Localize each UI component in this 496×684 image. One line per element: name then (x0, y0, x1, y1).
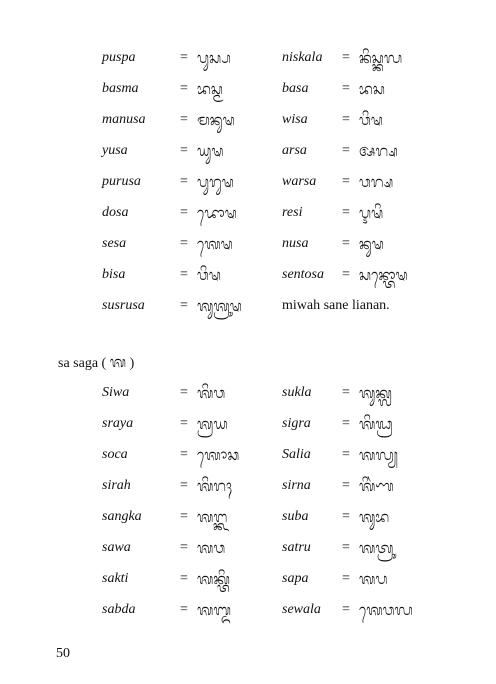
equals-sign: = (180, 205, 188, 220)
balinese-word: ᬯᬶᬱ (197, 266, 222, 284)
word-row (0, 75, 496, 103)
word-row (0, 106, 496, 134)
balinese-word: ᬦᬸᬱ (359, 235, 384, 253)
equals-sign: = (342, 267, 350, 282)
latin-word: sewala (282, 602, 321, 617)
latin-word: purusa (102, 174, 141, 189)
equals-sign: = (342, 509, 350, 524)
latin-word: sraya (102, 416, 134, 431)
equals-sign: = (180, 236, 188, 251)
equals-sign: = (180, 416, 188, 431)
latin-word: sentosa (282, 267, 324, 282)
latin-word: sirna (282, 478, 311, 493)
equals-sign: = (180, 174, 188, 189)
balinese-word: ᬰᬶᬃᬡ (359, 477, 394, 495)
equals-sign: = (180, 267, 188, 282)
latin-word: sabda (102, 602, 136, 617)
equals-sign: = (180, 478, 188, 493)
balinese-word: ᬰᬶᬯ (197, 384, 226, 402)
latin-word: basa (282, 81, 309, 96)
equals-sign: = (342, 174, 350, 189)
balinese-word: ᬧᬸᬭᬸᬱ (197, 173, 234, 191)
equals-sign: = (180, 509, 188, 524)
word-row (0, 230, 496, 258)
balinese-word: ᬰᬢ᭄ᬭᬸ (359, 539, 394, 557)
word-row (0, 565, 496, 593)
word-row (0, 292, 496, 320)
balinese-word: ᬰᬶᬭᬄ (197, 477, 233, 495)
latin-word: dosa (102, 205, 129, 220)
section-heading-text: sa saga ( (58, 356, 107, 371)
latin-word: yusa (102, 143, 128, 158)
balinese-word: ᬯᬶᬱ (359, 111, 384, 129)
balinese-word: ᬰᭀᬘ (197, 446, 240, 464)
word-row (0, 261, 496, 289)
equals-sign: = (342, 50, 350, 65)
latin-word: sangka (102, 509, 142, 524)
balinese-word: ᬯᬭ᭄ᬱ (359, 173, 394, 191)
word-row (0, 472, 496, 500)
equals-sign: = (342, 478, 350, 493)
equals-sign: = (342, 143, 350, 158)
latin-word: miwah sane lianan. (282, 298, 390, 313)
latin-word: bisa (102, 267, 126, 282)
word-row (0, 199, 496, 227)
balinese-word: ᬰᬗ᭄ᬔ (197, 508, 228, 526)
balinese-word: ᬰᬮ᭄ᬬ (359, 446, 399, 464)
word-row (0, 137, 496, 165)
balinese-word: ᬤᭀᬱ (197, 204, 237, 222)
balinese-word: ᬰᬶᬖ᭄ᬭ (359, 415, 393, 433)
latin-word: Salia (282, 447, 311, 462)
balinese-word: ᬰᬓ᭄ᬢᬶ (197, 570, 231, 588)
page-number: 50 (56, 646, 70, 661)
balinese-word: ᬰᬧ (359, 570, 388, 588)
balinese-word: ᬦᬶᬲ᭄ᬓᬮ (359, 49, 403, 67)
equals-sign: = (180, 81, 188, 96)
latin-word: nusa (282, 236, 309, 251)
latin-word: sukla (282, 385, 312, 400)
section-heading-close: ) (129, 356, 135, 371)
latin-word: sigra (282, 416, 311, 431)
equals-sign: = (180, 447, 188, 462)
section-heading (58, 350, 134, 376)
latin-word: basma (102, 81, 139, 96)
balinese-word: ᬋᬱᬶ (359, 204, 384, 222)
latin-word: soca (102, 447, 128, 462)
balinese-word: ᬪᬲ (359, 80, 385, 98)
equals-sign: = (180, 602, 188, 617)
balinese-word: ᬰᬾᬯᬮ (359, 601, 413, 619)
word-row (0, 596, 496, 624)
equals-sign: = (342, 385, 350, 400)
balinese-word: ᬰᬩ᭄ᬤ (197, 601, 232, 619)
balinese-word: ᬧᬸᬲ᭄ᬧ (197, 49, 231, 67)
latin-word: suba (282, 509, 309, 524)
equals-sign: = (180, 143, 188, 158)
word-row (0, 503, 496, 531)
equals-sign: = (342, 602, 350, 617)
balinese-word: ᬬᬸᬱ (197, 142, 224, 160)
latin-word: susrusa (102, 298, 145, 313)
balinese-word: ᬫᬦᬸᬱ (197, 111, 235, 129)
equals-sign: = (180, 571, 188, 586)
balinese-word: ᬰᬸᬰ᭄ᬭᬸᬱ (197, 297, 242, 315)
word-row (0, 379, 496, 407)
equals-sign: = (180, 112, 188, 127)
balinese-word: ᬰᬯ (197, 539, 226, 557)
balinese-word: ᬰᬾᬱ (197, 235, 233, 253)
latin-word: sawa (102, 540, 131, 555)
latin-word: manusa (102, 112, 146, 127)
balinese-word: ᬅᬭ᭄ᬱ (359, 142, 398, 160)
equals-sign: = (342, 236, 350, 251)
balinese-word: ᬪᬲ᭄ᬫ (197, 80, 223, 98)
equals-sign: = (342, 447, 350, 462)
equals-sign: = (342, 416, 350, 431)
equals-sign: = (180, 385, 188, 400)
word-row (0, 534, 496, 562)
section-heading-glyph: ᬰ (109, 353, 127, 371)
latin-word: wisa (282, 112, 308, 127)
latin-word: resi (282, 205, 303, 220)
word-row (0, 441, 496, 469)
equals-sign: = (342, 205, 350, 220)
latin-word: sirah (102, 478, 131, 493)
balinese-word: ᬰᬸᬓ᭄ᬮ (359, 384, 394, 402)
latin-word: sesa (102, 236, 127, 251)
equals-sign: = (180, 50, 188, 65)
equals-sign: = (342, 540, 350, 555)
equals-sign: = (180, 298, 188, 313)
word-row (0, 44, 496, 72)
balinese-word: ᬰᬸᬪ (359, 508, 390, 526)
latin-word: arsa (282, 143, 307, 158)
balinese-word: ᬲᬦ᭄ᬢᭀᬱ (359, 266, 408, 284)
latin-word: warsa (282, 174, 317, 189)
latin-word: Siwa (102, 385, 130, 400)
word-row (0, 168, 496, 196)
equals-sign: = (342, 81, 350, 96)
equals-sign: = (180, 540, 188, 555)
latin-word: sapa (282, 571, 309, 586)
equals-sign: = (342, 571, 350, 586)
balinese-word: ᬰ᭄ᬭᬬ (197, 415, 228, 433)
latin-word: puspa (102, 50, 136, 65)
latin-word: niskala (282, 50, 323, 65)
word-row (0, 410, 496, 438)
latin-word: sakti (102, 571, 129, 586)
equals-sign: = (342, 112, 350, 127)
latin-word: satru (282, 540, 311, 555)
